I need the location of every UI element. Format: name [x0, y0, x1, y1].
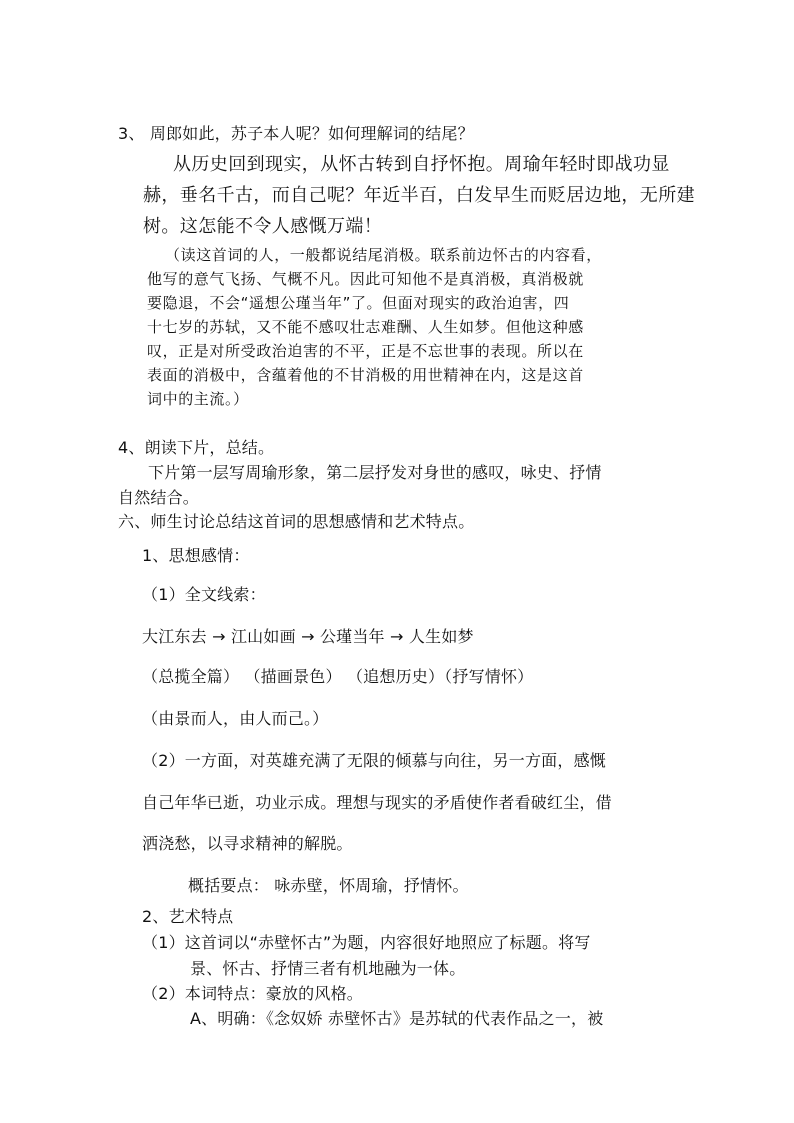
- thought-heading: 1、思想感情：: [142, 546, 250, 565]
- section3-note-line-2: 他写的意气飞扬、气概不凡。因此可知他不是真消极，真消极就: [147, 270, 584, 288]
- section3-answer-line-3: 树。这怎能不令人感慨万端！: [143, 216, 383, 237]
- clue-notes: （总揽全篇） （描画景色） （追想历史）（抒写情怀）: [142, 667, 534, 686]
- section4-body-line-2: 自然结合。: [118, 488, 200, 507]
- art-point1-line-2: 景、怀古、抒情三者有机地融为一体。: [190, 959, 466, 978]
- section4-heading: 4、朗读下片，总结。: [118, 438, 275, 457]
- clue-chain: 大江东去 → 江山如画 → 公瑾当年 → 人生如梦: [142, 627, 474, 646]
- section3-answer-line-2: 赫，垂名千古，而自己呢？年近半百，白发早生而贬居边地，无所建: [143, 185, 695, 206]
- art-point2-a: A、明确：《念奴娇 赤壁怀古》是苏轼的代表作品之一，被: [190, 1009, 604, 1028]
- thought-point2-line-1: （2）一方面，对英雄充满了无限的倾慕与向往，另一方面，感慨: [142, 751, 606, 770]
- section3-note-line-6: 表面的消极中，含蕴着他的不甘消极的用世精神在内，这是这首: [147, 366, 584, 384]
- section6-heading: 六、师生讨论总结这首词的思想感情和艺术特点。: [118, 512, 475, 531]
- thought-summary: 概括要点： 咏赤壁，怀周瑜，抒情怀。: [188, 876, 469, 895]
- section3-note-line-3: 要隐退，不会“遥想公瑾当年”了。但面对现实的政治迫害，四: [147, 294, 570, 312]
- section3-note-line-1: （读这首词的人，一般都说结尾消极。联系前边怀古的内容看，: [165, 246, 602, 264]
- section3-note-line-5: 叹，正是对所受政治迫害的不平，正是不忘世事的表现。所以在: [147, 342, 584, 360]
- clue-summary: （由景而人，由人而己。）: [142, 709, 329, 728]
- clue-label: （1）全文线索：: [142, 585, 266, 604]
- section3-note-line-4: 十七岁的苏轼，又不能不感叹壮志难酬、人生如梦。但他这种感: [147, 318, 584, 336]
- section4-body-line-1: 下片第一层写周瑜形象，第二层抒发对身世的感叹，咏史、抒情: [148, 463, 602, 482]
- thought-point2-line-3: 洒浇愁，以寻求精神的解脱。: [142, 834, 353, 853]
- art-heading: 2、艺术特点: [142, 907, 234, 926]
- thought-point2-line-2: 自己年华已逝，功业示成。理想与现实的矛盾使作者看破红尘，借: [142, 793, 612, 812]
- section3-answer-line-1: 从历史回到现实，从怀古转到自抒怀抱。周瑜年轻时即战功显: [173, 154, 670, 175]
- art-point1-line-1: （1）这首词以“赤壁怀古”为题，内容很好地照应了标题。将写: [142, 933, 591, 952]
- art-point2: （2）本词特点：豪放的风格。: [142, 984, 363, 1003]
- section3-note-line-7: 词中的主流。）: [147, 390, 249, 408]
- section3-heading: 3、 周郎如此，苏子本人呢？如何理解词的结尾？: [118, 124, 474, 143]
